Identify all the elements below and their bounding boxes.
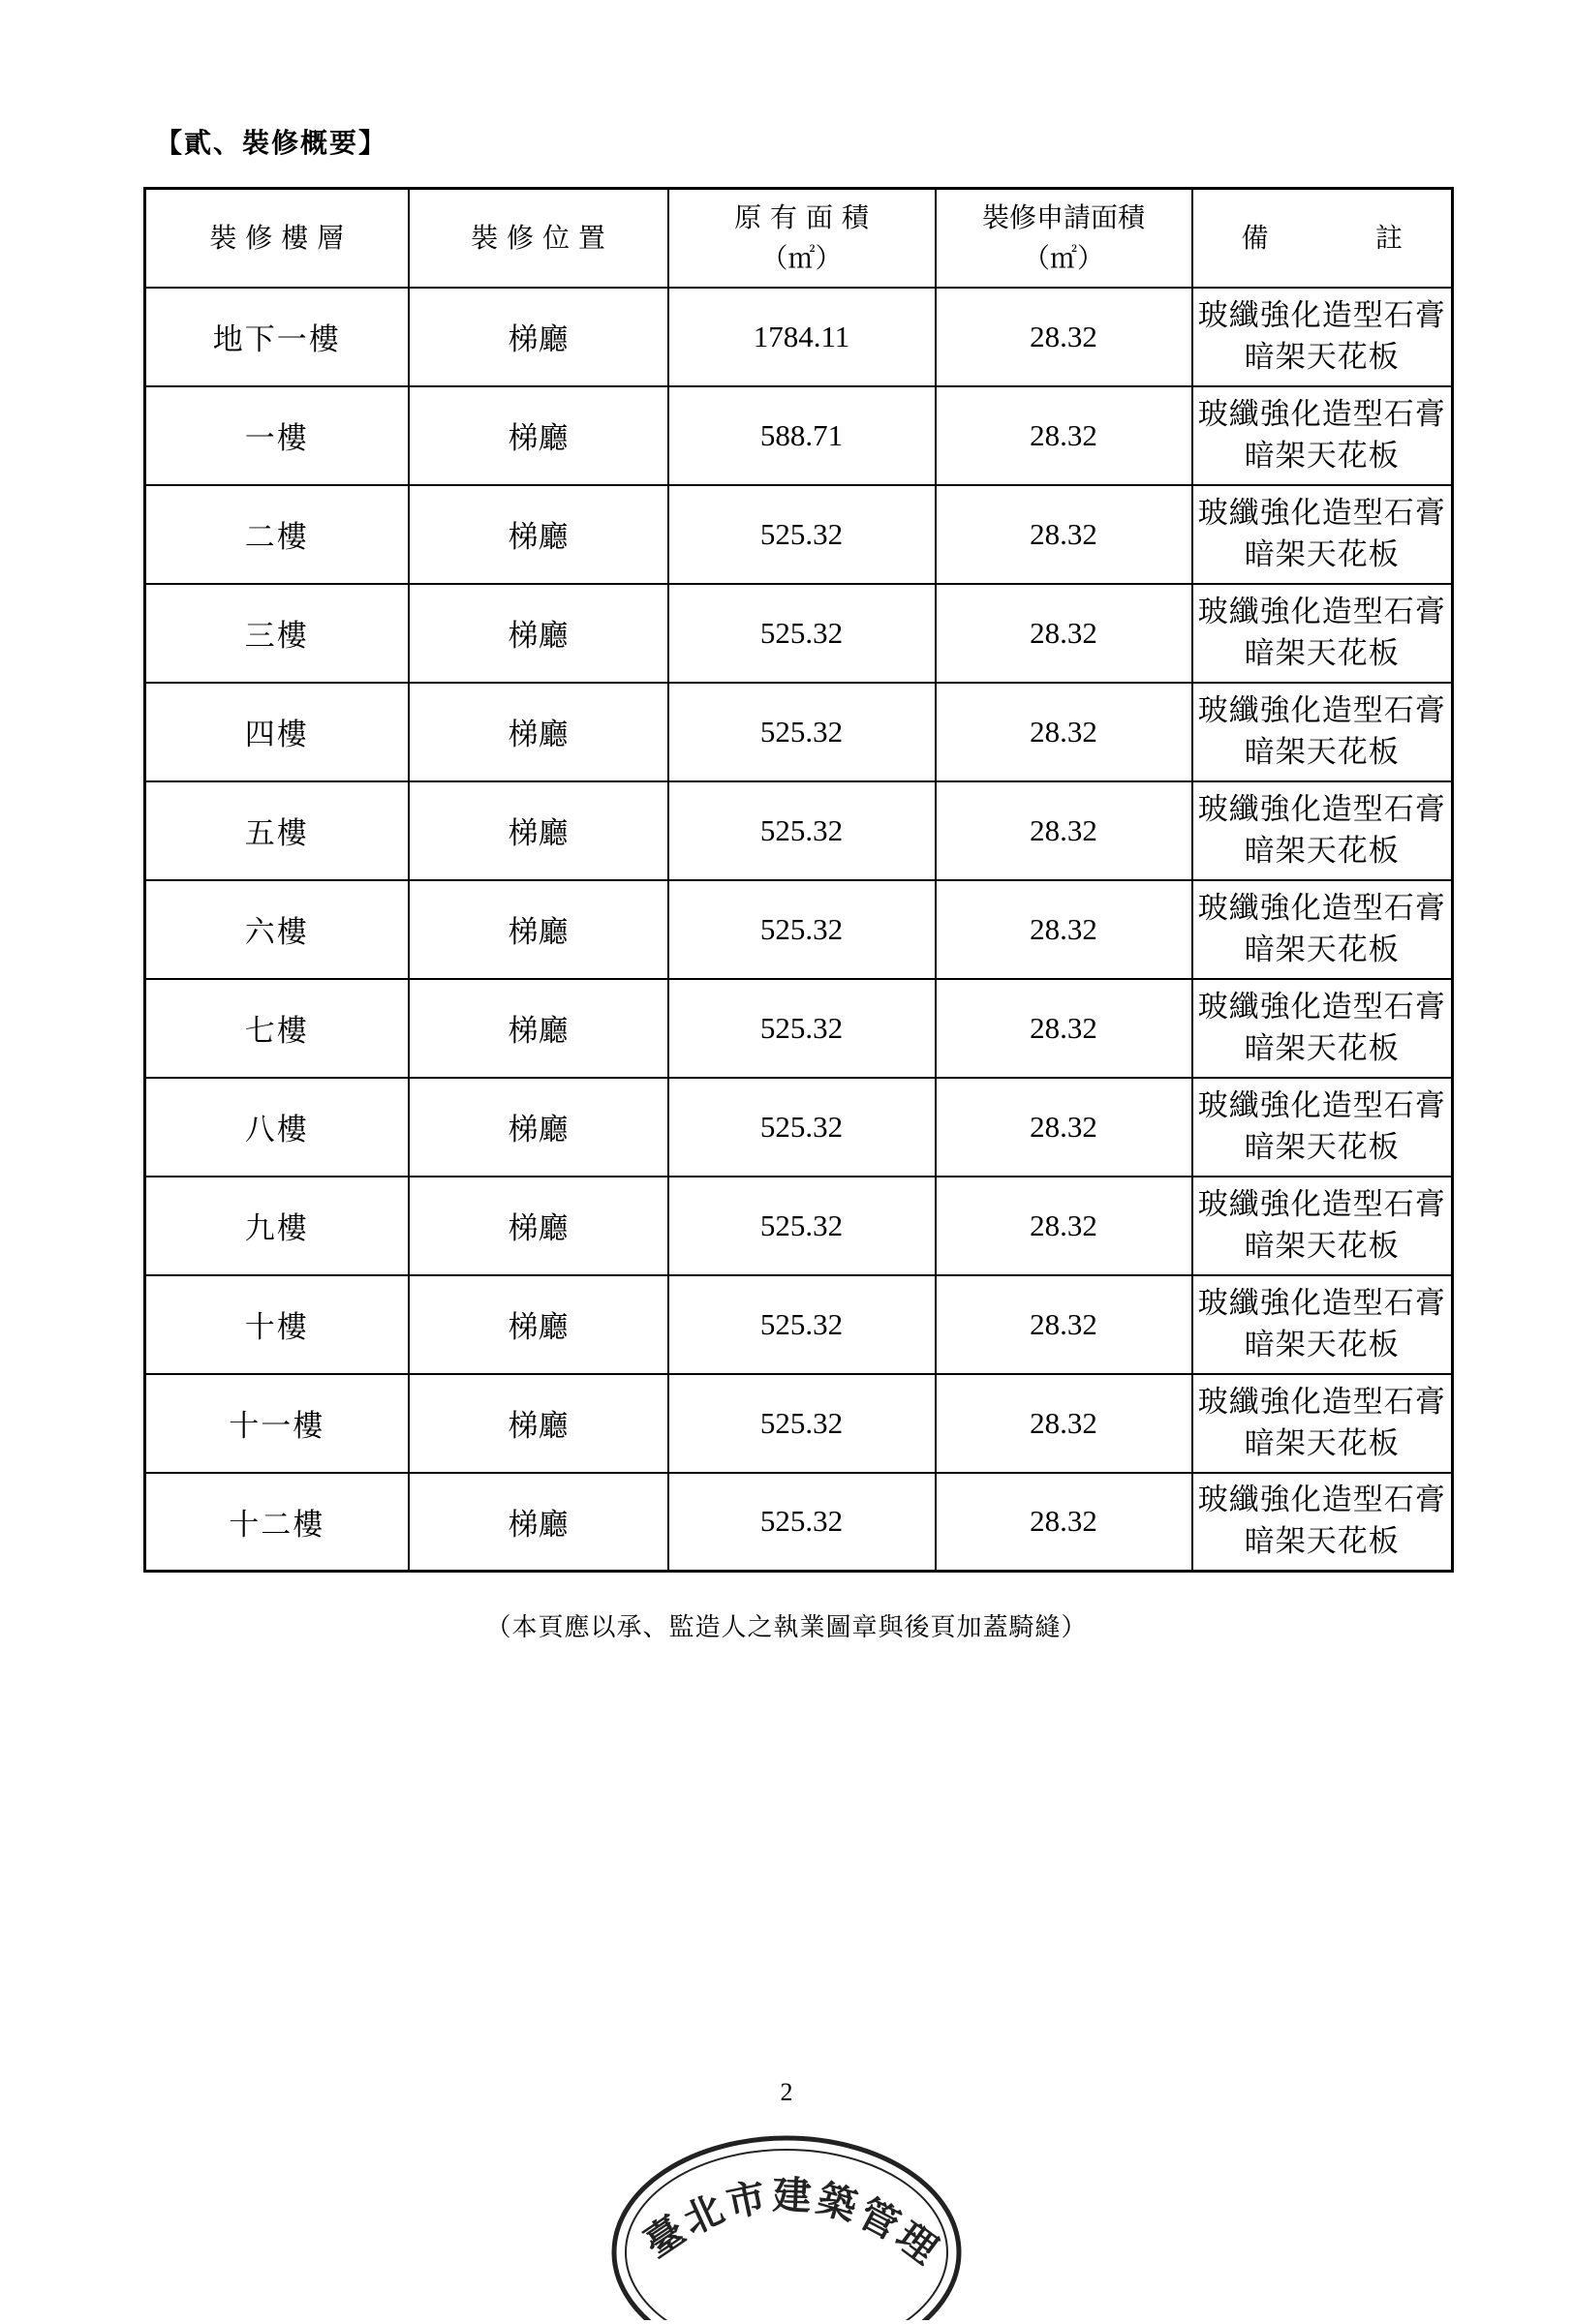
svg-text:臺北市建築管理處 [602,2126,949,2276]
original-area-cell: 525.32 [668,683,936,781]
floor-cell: 十樓 [145,1275,409,1374]
position-cell: 梯廳 [409,288,668,386]
header-remarks-label-1: 備 [1241,221,1269,254]
position-cell: 梯廳 [409,979,668,1078]
applied-area-cell: 28.32 [936,288,1192,386]
applied-area-cell: 28.32 [936,979,1192,1078]
seal-graphic [602,2126,971,2320]
position-cell: 梯廳 [409,584,668,683]
applied-area-cell: 28.32 [936,1473,1192,1572]
original-area-cell: 525.32 [668,1177,936,1275]
table-row [145,683,1453,781]
floor-cell: 七樓 [145,979,409,1078]
floor-cell: 二樓 [145,485,409,584]
remarks-cell: 玻纖強化造型石膏暗架天花板 [1192,288,1453,386]
applied-area-cell: 28.32 [936,1078,1192,1177]
position-cell: 梯廳 [409,1473,668,1572]
position-cell: 梯廳 [409,386,668,485]
header-applied-area-unit: （㎡） [1022,241,1104,274]
position-cell: 梯廳 [409,781,668,880]
applied-area-cell: 28.32 [936,880,1192,979]
remarks-cell: 玻纖強化造型石膏暗架天花板 [1192,880,1453,979]
table-row [145,1275,1453,1374]
official-seal [602,2126,971,2276]
floor-cell: 五樓 [145,781,409,880]
position-cell: 梯廳 [409,683,668,781]
header-position [409,189,668,288]
table-row [145,485,1453,584]
position-cell: 梯廳 [409,485,668,584]
remarks-cell: 玻纖強化造型石膏暗架天花板 [1192,1275,1453,1374]
applied-area-cell: 28.32 [936,683,1192,781]
remarks-cell: 玻纖強化造型石膏暗架天花板 [1192,1078,1453,1177]
renovation-summary-table [143,187,1454,1573]
header-floor [145,189,409,288]
header-position-label: 裝 修 位 置 [471,221,605,254]
page-number: 2 [780,2078,793,2106]
floor-cell: 四樓 [145,683,409,781]
original-area-cell: 588.71 [668,386,936,485]
position-cell: 梯廳 [409,1078,668,1177]
table-body [145,288,1453,1572]
header-original-area-unit: （㎡） [760,241,843,274]
position-cell: 梯廳 [409,1177,668,1275]
header-floor-label: 裝 修 樓 層 [209,221,345,254]
floor-cell: 九樓 [145,1177,409,1275]
header-remarks-label-2: 註 [1374,221,1403,254]
floor-cell: 十二樓 [145,1473,409,1572]
applied-area-cell: 28.32 [936,1275,1192,1374]
original-area-cell: 525.32 [668,1374,936,1473]
original-area-cell: 525.32 [668,979,936,1078]
header-remarks [1192,189,1453,288]
header-applied-area [936,189,1192,288]
floor-cell: 一樓 [145,386,409,485]
table-row [145,1374,1453,1473]
remarks-cell: 玻纖強化造型石膏暗架天花板 [1192,1177,1453,1275]
footnote: （本頁應以承、監造人之執業圖章與後頁加蓋騎縫） [485,1613,1088,1642]
floor-cell: 地下一樓 [145,288,409,386]
remarks-cell: 玻纖強化造型石膏暗架天花板 [1192,979,1453,1078]
applied-area-cell: 28.32 [936,1177,1192,1275]
table-row [145,781,1453,880]
applied-area-cell: 28.32 [936,781,1192,880]
remarks-cell: 玻纖強化造型石膏暗架天花板 [1192,1473,1453,1572]
table-row [145,880,1453,979]
position-cell: 梯廳 [409,1374,668,1473]
original-area-cell: 525.32 [668,1275,936,1374]
applied-area-cell: 28.32 [936,485,1192,584]
applied-area-cell: 28.32 [936,386,1192,485]
original-area-cell: 525.32 [668,485,936,584]
table-header-row [145,189,1453,288]
floor-cell: 三樓 [145,584,409,683]
seal-text: 臺北市建築管理 [635,2172,949,2276]
remarks-cell: 玻纖強化造型石膏暗架天花板 [1192,584,1453,683]
position-cell: 梯廳 [409,1275,668,1374]
table-row [145,1177,1453,1275]
table-row [145,386,1453,485]
original-area-cell: 1784.11 [668,288,936,386]
remarks-cell: 玻纖強化造型石膏暗架天花板 [1192,1374,1453,1473]
header-original-area-label: 原 有 面 積 [734,200,869,233]
header-original-area [668,189,936,288]
floor-cell: 十一樓 [145,1374,409,1473]
section-title: 【貳、裝修概要】 [155,127,388,159]
position-cell: 梯廳 [409,880,668,979]
original-area-cell: 525.32 [668,880,936,979]
floor-cell: 六樓 [145,880,409,979]
header-applied-area-label: 裝修申請面積 [981,200,1145,233]
table-row [145,288,1453,386]
original-area-cell: 525.32 [668,1078,936,1177]
remarks-cell: 玻纖強化造型石膏暗架天花板 [1192,781,1453,880]
table-row [145,979,1453,1078]
remarks-cell: 玻纖強化造型石膏暗架天花板 [1192,683,1453,781]
table-row [145,584,1453,683]
table-row [145,1078,1453,1177]
applied-area-cell: 28.32 [936,1374,1192,1473]
applied-area-cell: 28.32 [936,584,1192,683]
remarks-cell: 玻纖強化造型石膏暗架天花板 [1192,485,1453,584]
original-area-cell: 525.32 [668,1473,936,1572]
original-area-cell: 525.32 [668,781,936,880]
floor-cell: 八樓 [145,1078,409,1177]
original-area-cell: 525.32 [668,584,936,683]
table-row [145,1473,1453,1572]
remarks-cell: 玻纖強化造型石膏暗架天花板 [1192,386,1453,485]
